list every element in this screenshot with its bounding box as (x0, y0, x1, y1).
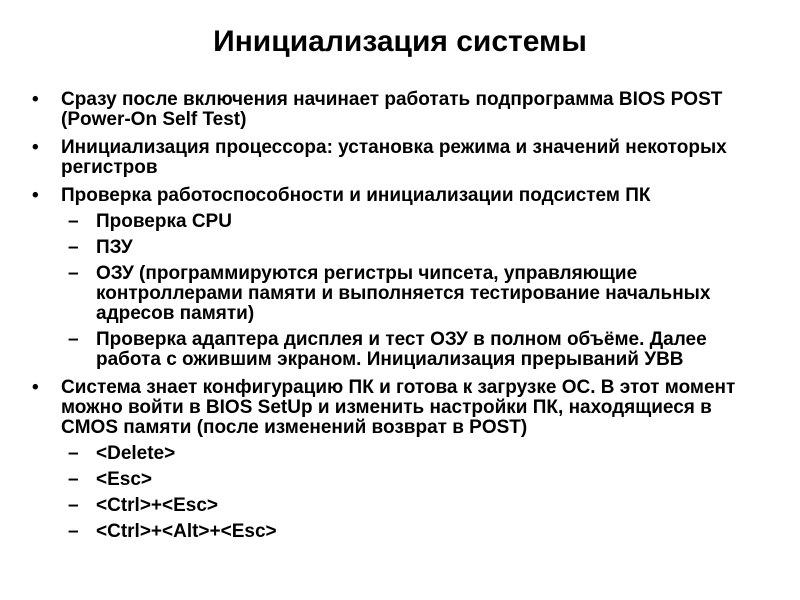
bullet-marker: • (32, 137, 39, 158)
bullet-item (32, 378, 772, 438)
dash-marker: – (68, 469, 79, 490)
sub-bullet-item (32, 330, 772, 370)
bullet-item (32, 186, 772, 206)
sub-bullet-item (32, 522, 772, 542)
bullet-list (32, 90, 772, 542)
bullet-item (32, 90, 772, 130)
key-combo-text: <Ctrl>+<Esc> (96, 495, 219, 516)
sub-bullet-item (32, 496, 772, 516)
key-combo-text: <Esc> (96, 469, 152, 490)
dash-marker: – (68, 237, 79, 258)
sub-bullet-text: Проверка CPU (96, 211, 232, 232)
bullet-item (32, 138, 772, 178)
bullet-marker: • (32, 185, 39, 206)
dash-marker: – (68, 211, 79, 232)
dash-marker: – (68, 263, 79, 284)
key-combo-text: <Delete> (96, 443, 176, 464)
sub-bullet-item (32, 212, 772, 232)
dash-marker: – (68, 521, 79, 542)
bullet-text: Инициализация процессора: установка режима и значений некоторых регистров (61, 137, 727, 178)
dash-marker: – (68, 329, 79, 350)
slide-title: Инициализация системы (213, 25, 587, 58)
sub-bullet-text: ПЗУ (96, 237, 133, 258)
dash-marker: – (68, 495, 79, 516)
sub-bullet-item (32, 444, 772, 464)
bullet-text: Сразу после включения начинает работать подпрограмма BIOS POST (Power-On Self Test) (61, 89, 723, 130)
key-combo-text: <Ctrl>+<Alt>+<Esc> (96, 521, 277, 542)
sub-bullet-text: Проверка адаптера дисплея и тест ОЗУ в полном объёме. Далее работа с ожившим экраном. Инициализация прерываний УВВ (96, 329, 707, 370)
bullet-marker: • (32, 89, 39, 110)
dash-marker: – (68, 443, 79, 464)
sub-bullet-item (32, 470, 772, 490)
bullet-text: Система знает конфигурацию ПК и готова к загрузке ОС. В этот момент можно войти в BIOS SetUp и изменить настройки ПК, находящиеся в CMOS памяти (после изменений возврат в POST) (61, 377, 736, 438)
bullet-marker: • (32, 377, 39, 398)
sub-bullet-text: ОЗУ (программируются регистры чипсета, управляющие контроллерами памяти и выполняется тестирование начальных адресов памяти) (96, 263, 711, 324)
bullet-text: Проверка работоспособности и инициализации подсистем ПК (61, 185, 651, 206)
sub-bullet-item (32, 238, 772, 258)
sub-bullet-item (32, 264, 772, 324)
